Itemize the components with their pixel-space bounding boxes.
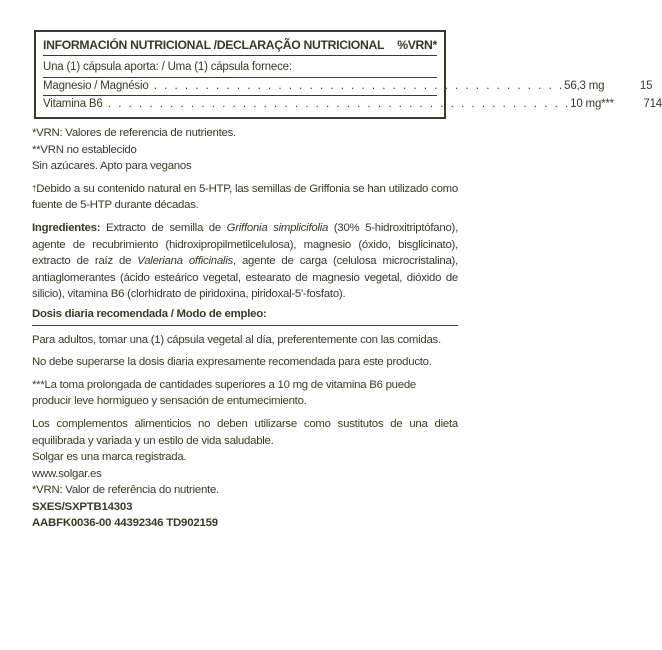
serving-intro: Una (1) cápsula aporta: / Uma (1) cápsula fornece: — [43, 59, 437, 78]
ingredients-text-2: (30% 5-hidroxitriptófano), agente de recubrimiento (hidroxipropilmetilcelulosa), magnesio (óxido, bisglicinato), extracto de raíz de — [32, 221, 459, 268]
nutrition-table-header — [43, 38, 437, 56]
b6-warning-text: ***La toma prolongada de cantidades superiores a 10 mg de vitamina B6 puede producir leve hormigueo y sensación de entumecimiento. — [32, 378, 416, 408]
nutrient-vrn: 714 — [643, 98, 662, 110]
nutrient-label: Magnesio / Magnésio — [43, 80, 149, 92]
website-text: www.solgar.es — [32, 467, 102, 480]
supplements-warning-text: Los complementos alimenticios no deben utilizarse como sustitutos de una dieta equilibrada y variada y un estilo de vida saludable. — [32, 417, 458, 447]
ingredients-paragraph — [32, 220, 458, 303]
adults-dosage-text: Para adultos, tomar una (1) cápsula vegetal al día, preferentemente con las comidas. — [32, 333, 441, 346]
ingredients-label: Ingredientes: — [32, 221, 101, 234]
nutrient-row-b6 — [43, 95, 662, 113]
product-code-1: SXES/SXPTB14303 — [32, 500, 133, 513]
leader-dots: . . . . . . . . . . . . . . . . . . . . . . . . . . . . . . . . . . . . . . . . — [148, 80, 565, 92]
vrn-not-established-note: **VRN no establecido — [32, 143, 137, 156]
leader-dots: . . . . . . . . . . . . . . . . . . . . . . . . . . . . . . . . . . . . . . . . . . . . . — [102, 98, 571, 110]
vrn-column-header: %VRN* — [397, 38, 437, 52]
product-code-2: AABFK0036-00 44392346 TD902159 — [32, 516, 218, 529]
griffonia-text: Debido a su contenido natural en 5-HTP, las semillas de Griffonia se han utilizado como fuente de 5-HTP durante décadas. — [32, 182, 458, 212]
nutrient-vrn: 15 — [639, 80, 653, 92]
griffonia-note — [32, 181, 458, 214]
sugar-vegan-note: Sin azúcares. Apto para veganos — [32, 160, 192, 173]
ingredients-text-1: Extracto de semilla de — [100, 221, 227, 234]
ingredients-text-3: , agente de carga (celulosa microcristalina), antiaglomerantes (ácido esteárico vegetal, estearato de magnesio vegetal, dióxido de silicio), vitamina B6 (clorhidrato de piridoxina, piridoxal-5'-fosfato). — [32, 255, 458, 301]
vrn-note: *VRN: Valores de referencia de nutrientes. — [32, 127, 236, 139]
nutrient-row-magnesium — [43, 78, 653, 95]
nutrition-table-title: INFORMACIÓN NUTRICIONAL /DECLARAÇÃO NUTRICIONAL — [43, 38, 385, 52]
vrn-pt-note: *VRN: Valor de referência do nutriente. — [32, 484, 219, 497]
ingredients-italic-2: Valeriana officinalis — [137, 255, 233, 268]
nutrient-label: Vitamina B6 — [43, 98, 103, 110]
nutrient-amount: 56,3 mg — [564, 80, 605, 92]
dagger-mark: † — [32, 183, 37, 193]
nutrition-table — [34, 30, 662, 119]
ingredients-italic-1: Griffonia simplicifolia — [226, 221, 329, 234]
dosage-heading: Dosis diaria recomendada / Modo de empleo: — [32, 306, 458, 326]
label-body — [32, 125, 458, 531]
brand-text: Solgar es una marca registrada. — [32, 451, 187, 464]
no-exceed-text: No debe superarse la dosis diaria expresamente recomendada para este producto. — [32, 356, 432, 369]
nutrient-amount: 10 mg*** — [570, 98, 614, 110]
